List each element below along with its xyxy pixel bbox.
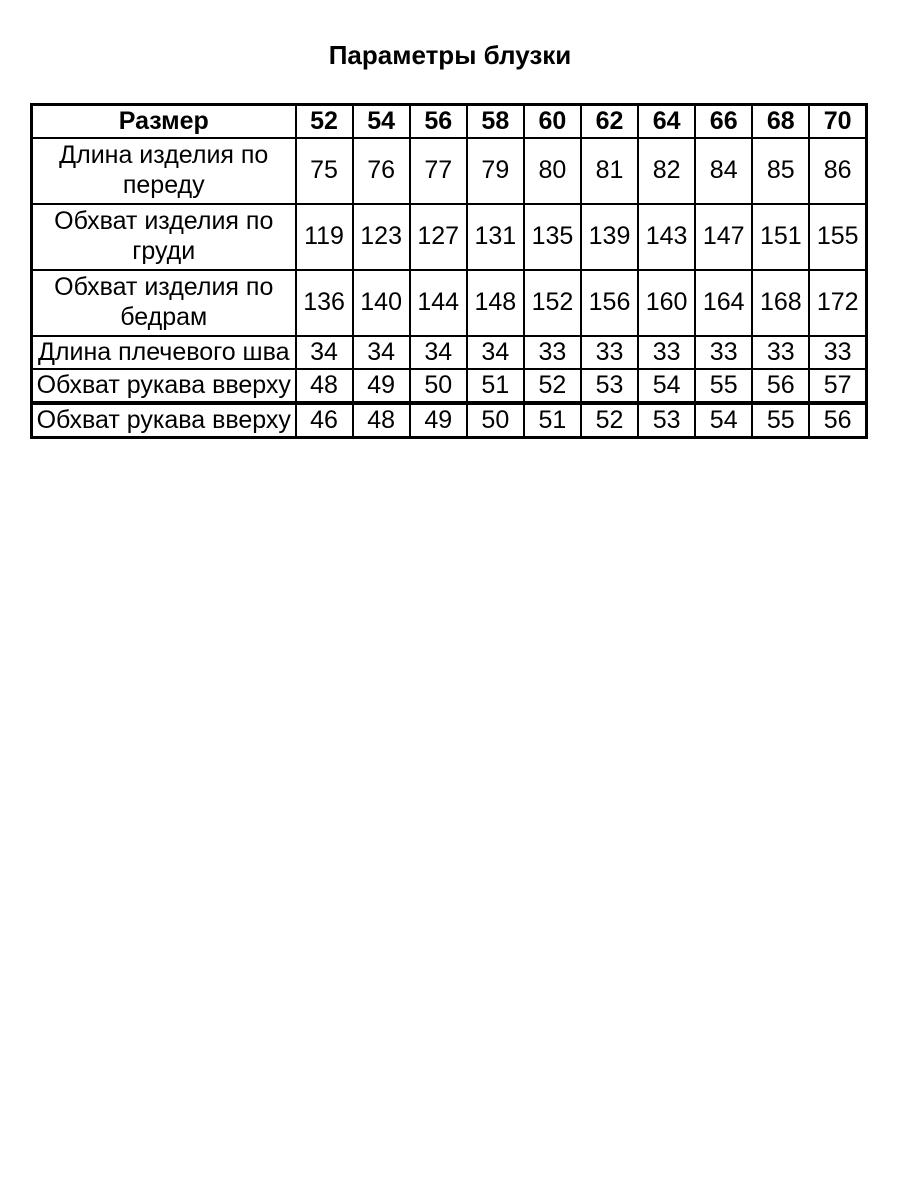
cell-value: 143 bbox=[638, 204, 695, 270]
table-body bbox=[32, 138, 867, 438]
cell-value: 53 bbox=[638, 403, 695, 438]
cell-value: 172 bbox=[809, 270, 866, 336]
cell-value: 75 bbox=[296, 138, 353, 204]
cell-value: 34 bbox=[353, 336, 410, 369]
cell-value: 56 bbox=[752, 369, 809, 403]
header-size-value: 62 bbox=[581, 104, 638, 138]
cell-value: 144 bbox=[410, 270, 467, 336]
cell-value: 77 bbox=[410, 138, 467, 204]
cell-value: 53 bbox=[581, 369, 638, 403]
cell-value: 127 bbox=[410, 204, 467, 270]
row-label: Обхват рукава вверху bbox=[32, 369, 296, 403]
header-size-value: 52 bbox=[296, 104, 353, 138]
cell-value: 46 bbox=[296, 403, 353, 438]
cell-value: 139 bbox=[581, 204, 638, 270]
cell-value: 52 bbox=[524, 369, 581, 403]
cell-value: 33 bbox=[524, 336, 581, 369]
cell-value: 50 bbox=[410, 369, 467, 403]
page-title: Параметры блузки bbox=[328, 40, 572, 70]
row-label: Длина изделия по переду bbox=[32, 138, 296, 204]
cell-value: 34 bbox=[410, 336, 467, 369]
header-row bbox=[32, 104, 867, 138]
row-label: Длина плечевого шва bbox=[32, 336, 296, 369]
cell-value: 54 bbox=[695, 403, 752, 438]
table-row bbox=[32, 204, 867, 270]
cell-value: 52 bbox=[581, 403, 638, 438]
cell-value: 79 bbox=[467, 138, 524, 204]
header-size-value: 66 bbox=[695, 104, 752, 138]
cell-value: 168 bbox=[752, 270, 809, 336]
cell-value: 49 bbox=[353, 369, 410, 403]
cell-value: 55 bbox=[752, 403, 809, 438]
header-size-label: Размер bbox=[32, 104, 296, 138]
cell-value: 34 bbox=[296, 336, 353, 369]
cell-value: 82 bbox=[638, 138, 695, 204]
cell-value: 51 bbox=[524, 403, 581, 438]
header-size-value: 56 bbox=[410, 104, 467, 138]
cell-value: 85 bbox=[752, 138, 809, 204]
header-size-value: 60 bbox=[524, 104, 581, 138]
row-label: Обхват изделия по бедрам bbox=[32, 270, 296, 336]
row-label: Обхват рукава вверху bbox=[32, 403, 296, 438]
cell-value: 33 bbox=[581, 336, 638, 369]
cell-value: 54 bbox=[638, 369, 695, 403]
cell-value: 147 bbox=[695, 204, 752, 270]
cell-value: 33 bbox=[752, 336, 809, 369]
header-size-value: 58 bbox=[467, 104, 524, 138]
table-head bbox=[32, 104, 867, 138]
cell-value: 123 bbox=[353, 204, 410, 270]
cell-value: 148 bbox=[467, 270, 524, 336]
header-size-value: 64 bbox=[638, 104, 695, 138]
cell-value: 164 bbox=[695, 270, 752, 336]
cell-value: 156 bbox=[581, 270, 638, 336]
cell-value: 48 bbox=[296, 369, 353, 403]
cell-value: 152 bbox=[524, 270, 581, 336]
table-row bbox=[32, 336, 867, 369]
cell-value: 160 bbox=[638, 270, 695, 336]
cell-value: 48 bbox=[353, 403, 410, 438]
cell-value: 140 bbox=[353, 270, 410, 336]
cell-value: 84 bbox=[695, 138, 752, 204]
size-table bbox=[30, 103, 868, 439]
cell-value: 56 bbox=[809, 403, 866, 438]
table-row bbox=[32, 369, 867, 403]
cell-value: 33 bbox=[638, 336, 695, 369]
cell-value: 49 bbox=[410, 403, 467, 438]
cell-value: 81 bbox=[581, 138, 638, 204]
cell-value: 33 bbox=[695, 336, 752, 369]
cell-value: 136 bbox=[296, 270, 353, 336]
cell-value: 131 bbox=[467, 204, 524, 270]
row-label: Обхват изделия по груди bbox=[32, 204, 296, 270]
cell-value: 86 bbox=[809, 138, 866, 204]
cell-value: 51 bbox=[467, 369, 524, 403]
cell-value: 135 bbox=[524, 204, 581, 270]
cell-value: 119 bbox=[296, 204, 353, 270]
cell-value: 76 bbox=[353, 138, 410, 204]
cell-value: 50 bbox=[467, 403, 524, 438]
cell-value: 33 bbox=[809, 336, 866, 369]
header-size-value: 68 bbox=[752, 104, 809, 138]
cell-value: 151 bbox=[752, 204, 809, 270]
cell-value: 57 bbox=[809, 369, 866, 403]
header-size-value: 70 bbox=[809, 104, 866, 138]
cell-value: 80 bbox=[524, 138, 581, 204]
cell-value: 34 bbox=[467, 336, 524, 369]
cell-value: 155 bbox=[809, 204, 866, 270]
table-row bbox=[32, 138, 867, 204]
header-size-value: 54 bbox=[353, 104, 410, 138]
cell-value: 55 bbox=[695, 369, 752, 403]
table-row bbox=[32, 403, 867, 438]
table-row bbox=[32, 270, 867, 336]
